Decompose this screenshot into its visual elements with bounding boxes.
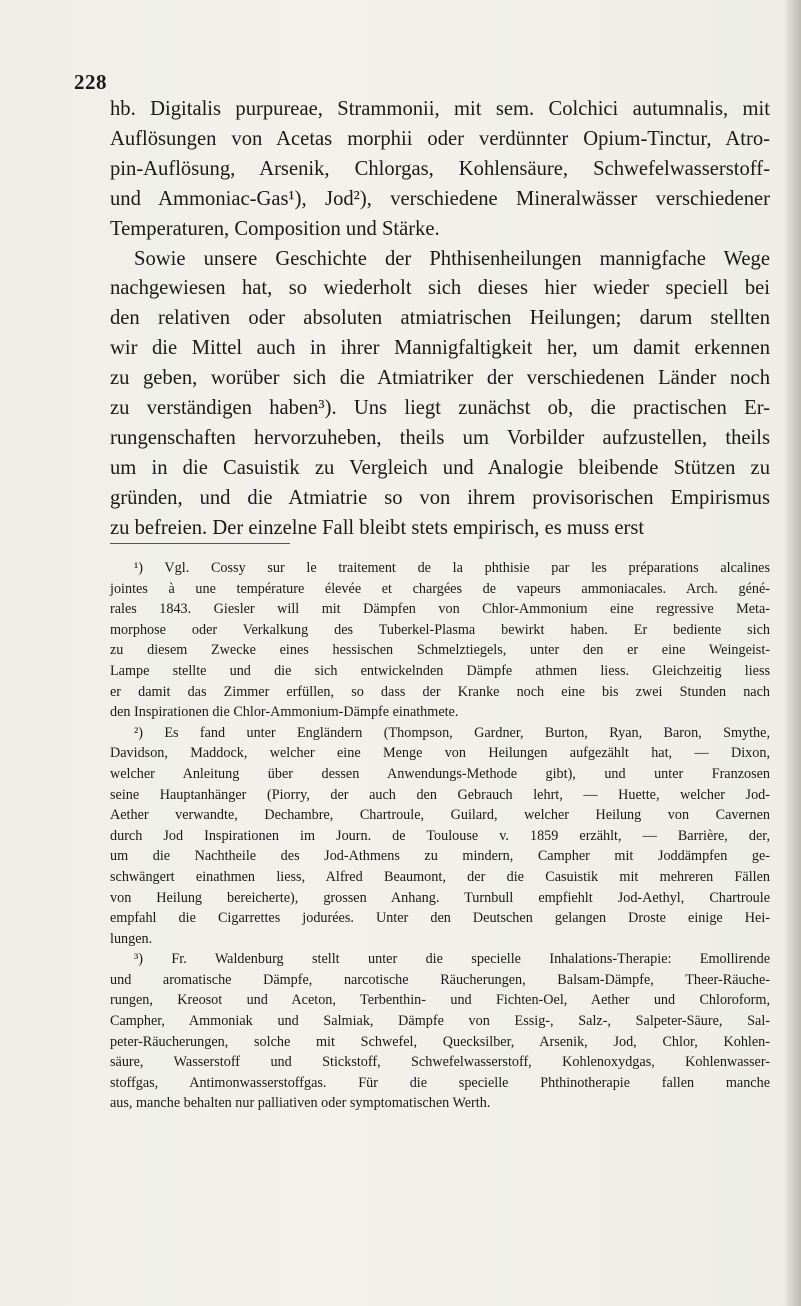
footnote-line: Campher, Ammoniak und Salmiak, Dämpfe von Essig-, Salz-, Salpeter-Säure, Sal- (110, 1013, 770, 1030)
footnote-line: ²) Es fand unter Engländern (Thompson, Gardner, Burton, Ryan, Baron, Smythe, (134, 724, 770, 741)
body-line: den relativen oder absoluten atmiatrischen Heilungen; darum stellten (110, 307, 770, 330)
body-line: Temperaturen, Composition und Stärke. (110, 217, 440, 240)
footnote-line: ³) Fr. Waldenburg stellt unter die specielle Inhalations-Therapie: Emollirende (134, 951, 770, 968)
body-line: Auflösungen von Acetas morphii oder verdünnter Opium-Tinctur, Atro- (110, 127, 770, 150)
footnote-line: er damit das Zimmer erfüllen, so dass der Kranke noch eine bis zwei Stunden nach (110, 683, 770, 700)
page-number: 228 (74, 70, 107, 94)
body-line: zu befreien. Der einzelne Fall bleibt stets empirisch, es muss erst (110, 516, 645, 539)
footnote-line: lungen. (110, 930, 153, 947)
footnote-line: durch Jod Inspirationen im Journ. de Toulouse v. 1859 erzählt, — Barrière, der, (110, 827, 770, 844)
footnote-line: von Heilung bereicherte), grossen Anhang. Turnbull empfiehlt Jod-Aethyl, Chartroule (110, 889, 770, 906)
body-line: zu verständigen haben³). Uns liegt zunächst ob, die practischen Er- (110, 397, 770, 420)
page-edge-shadow (783, 0, 801, 1306)
footnotes (110, 558, 770, 1114)
footnote-line: und aromatische Dämpfe, narcotische Räucherungen, Balsam-Dämpfe, Theer-Räuche- (110, 971, 770, 988)
footnote-line: morphose oder Verkalkung des Tuberkel-Plasma bewirkt haben. Er bediente sich (110, 621, 770, 638)
footnote-line: zu diesem Zwecke eines hessischen Schmelztiegels, unter den er eine Weingeist- (110, 642, 770, 659)
body-text (110, 95, 770, 544)
footnote-line: peter-Räucherungen, solche mit Schwefel, Quecksilber, Arsenik, Jod, Chlor, Kohlen- (110, 1033, 770, 1050)
body-line: rungenschaften hervorzuheben, theils um Vorbilder aufzustellen, theils (110, 426, 770, 449)
footnote-line: den Inspirationen die Chlor-Ammonium-Dämpfe einathmete. (110, 704, 459, 721)
body-line: und Ammoniac-Gas¹), Jod²), verschiedene Mineralwässer verschiedener (110, 187, 770, 210)
footnote-line: stoffgas, Antimonwasserstoffgas. Für die specielle Phthinotherapie fallen manche (110, 1074, 770, 1091)
footnote-line: ¹) Vgl. Cossy sur le traitement de la phthisie par les préparations alcalines (134, 560, 770, 576)
footnote-line: säure, Wasserstoff und Stickstoff, Schwefelwasserstoff, Kohlenoxydgas, Kohlenwasser- (110, 1054, 770, 1071)
footnote-line: um die Nachtheile des Jod-Athmens zu mindern, Campher mit Joddämpfen ge- (110, 848, 770, 865)
footnote-line: rales 1843. Giesler will mit Dämpfen von Chlor-Ammonium eine regressive Meta- (110, 601, 770, 618)
footnote-line: seine Hauptanhänger (Piorry, der auch den Gebrauch lehrt, — Huette, welcher Jod- (110, 786, 770, 803)
body-line: hb. Digitalis purpureae, Strammonii, mit sem. Colchici autumnalis, mit (110, 98, 770, 120)
footnote-line: Aether verwandte, Dechambre, Chartroule, Guilard, welcher Heilung von Cavernen (110, 807, 770, 824)
footnote-line: aus, manche behalten nur palliativen oder symptomatischen Werth. (110, 1095, 491, 1112)
footnote-line: Davidson, Maddock, welcher eine Menge von Heilungen aufgezählt hat, — Dixon, (110, 745, 770, 762)
body-line: nachgewiesen hat, so wiederholt sich dieses hier wieder speciell bei (110, 277, 770, 300)
footnote-line: empfahl die Cigarrettes jodurées. Unter den Deutschen gelangen Droste einige Hei- (110, 910, 770, 927)
body-line: gründen, und die Atmiatrie so von ihrem provisorischen Empirismus (110, 486, 770, 509)
footnote-separator (110, 543, 290, 544)
body-line: wir die Mittel auch in ihrer Mannigfaltigkeit her, um damit erkennen (110, 337, 770, 360)
body-line: zu geben, worüber sich die Atmiatriker der verschiedenen Länder noch (110, 367, 770, 390)
body-line: Sowie unsere Geschichte der Phthisenheilungen mannigfache Wege (134, 247, 770, 270)
footnote-line: welcher Anleitung über dessen Anwendungs-Methode gibt), und unter Franzosen (110, 765, 770, 782)
footnote-line: jointes à une température élevée et chargées de vapeurs ammoniacales. Arch. géné- (110, 580, 770, 597)
footnote-line: schwängert einathmen liess, Alfred Beaumont, der die Casuistik mit mehreren Fällen (110, 868, 770, 885)
body-line: um in die Casuistik zu Vergleich und Analogie bleibende Stützen zu (110, 456, 770, 479)
body-line: pin-Auflösung, Arsenik, Chlorgas, Kohlensäure, Schwefelwasserstoff- (110, 157, 770, 180)
footnote-line: rungen, Kreosot und Aceton, Terbenthin- und Fichten-Oel, Aether und Chloroform, (110, 992, 770, 1009)
footnote-line: Lampe stellte und die sich entwickelnden Dämpfe athmen liess. Gleichzeitig liess (110, 662, 770, 679)
